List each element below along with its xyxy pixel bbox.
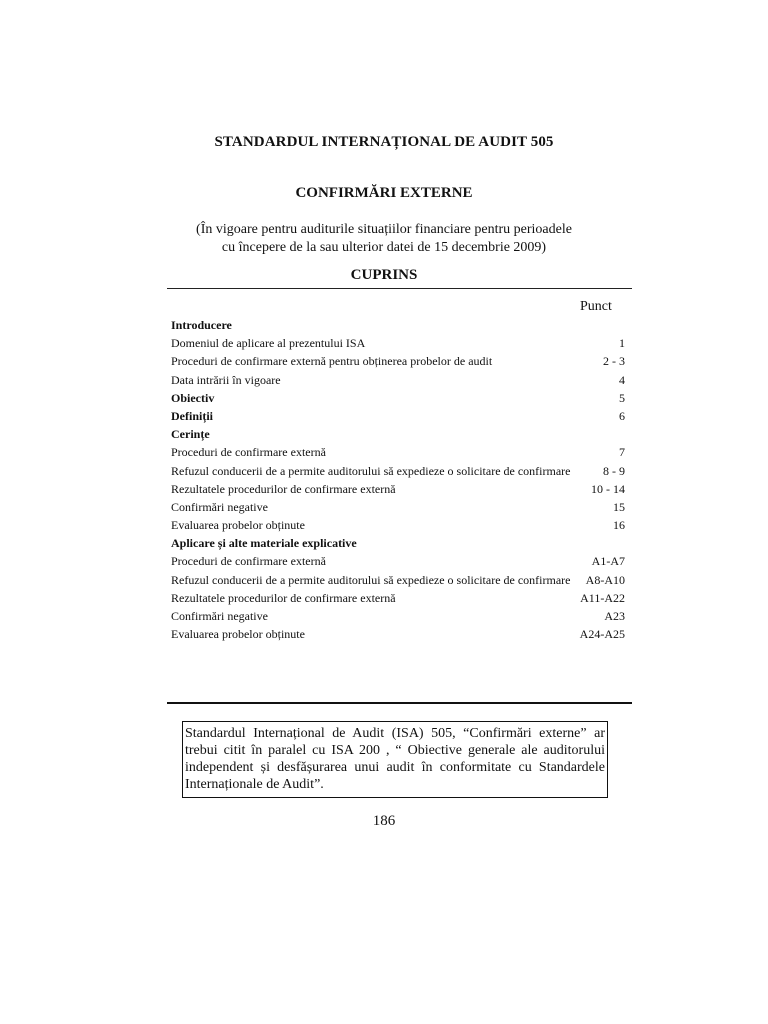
toc-entry-label: Introducere xyxy=(171,318,232,332)
document-title: STANDARDUL INTERNAȚIONAL DE AUDIT 505 xyxy=(214,134,554,150)
toc-entry-paragraph: A1-A7 xyxy=(591,554,625,569)
toc-entry-label: Domeniul de aplicare al prezentului ISA xyxy=(171,336,366,351)
toc-entry-paragraph: 15 xyxy=(613,499,625,514)
toc-entry xyxy=(171,373,625,388)
toc-section-heading xyxy=(171,427,625,442)
toc-section-heading xyxy=(171,409,625,424)
toc-entry-paragraph: A8-A10 xyxy=(585,572,625,587)
toc-section-heading xyxy=(171,536,625,551)
toc-entry-paragraph: 16 xyxy=(613,518,625,533)
toc-entry-paragraph: A11-A22 xyxy=(580,590,625,605)
toc-entry xyxy=(171,518,625,533)
toc-entry xyxy=(171,609,625,624)
toc-entry-label: Aplicare și alte materiale explicative xyxy=(171,536,357,551)
toc-entry-paragraph: 5 xyxy=(619,390,625,405)
toc-entry-paragraph: A24-A25 xyxy=(579,627,625,642)
toc-entry-label: Definiții xyxy=(171,408,213,423)
effective-note-line-2: cu începere de la sau ulterior datei de 15 decembrie 2009) xyxy=(221,240,547,255)
toc-section-heading xyxy=(171,318,625,333)
toc-entry xyxy=(171,445,625,460)
reading-note-box: Standardul Internațional de Audit (ISA) 505, “Confirmări externe” ar trebui citit în paralel cu ISA 200 , “ Obiective generale ale auditorului independent și desfășurarea unui audit în conformitate cu Standardele Internaționale de Audit”. xyxy=(182,721,608,798)
toc-entry-paragraph: 2 - 3 xyxy=(603,354,625,369)
contents-heading: CUPRINS xyxy=(350,267,418,283)
toc-entry xyxy=(171,554,625,569)
toc-entry-label: Rezultatele procedurilor de confirmare externă xyxy=(171,590,396,605)
paragraph-column-header: Punct xyxy=(580,299,612,314)
toc-entry xyxy=(171,482,625,497)
effective-note-line-1: (În vigoare pentru auditurile situațiilor financiare pentru perioadele xyxy=(196,222,572,237)
toc-entry xyxy=(171,627,625,642)
toc-entry-label: Evaluarea probelor obținute xyxy=(171,627,305,642)
toc-entry xyxy=(171,354,625,369)
table-of-contents xyxy=(171,318,625,645)
toc-entry-label: Proceduri de confirmare externă xyxy=(171,554,326,569)
toc-entry-label: Confirmări negative xyxy=(171,499,268,514)
toc-entry-paragraph: 8 - 9 xyxy=(603,463,625,478)
toc-entry-label: Refuzul conducerii de a permite auditorului să expedieze o solicitare de confirmare xyxy=(171,572,571,587)
contents-top-divider xyxy=(167,288,632,289)
toc-entry-label: Evaluarea probelor obținute xyxy=(171,518,305,533)
toc-entry-label: Cerințe xyxy=(171,427,210,442)
toc-entry-label: Proceduri de confirmare externă pentru obținerea probelor de audit xyxy=(171,354,493,369)
effective-date-note xyxy=(0,221,768,257)
toc-entry-paragraph: 10 - 14 xyxy=(591,481,625,496)
toc-entry xyxy=(171,500,625,515)
document-subtitle: CONFIRMĂRI EXTERNE xyxy=(295,185,473,201)
toc-entry-paragraph: 6 xyxy=(619,408,625,423)
toc-entry-label: Refuzul conducerii de a permite auditorului să expedieze o solicitare de confirmare xyxy=(171,463,571,478)
toc-entry-paragraph: 1 xyxy=(619,336,625,351)
toc-entry xyxy=(171,573,625,588)
toc-entry-paragraph: 7 xyxy=(619,445,625,460)
toc-entry-label: Proceduri de confirmare externă xyxy=(171,445,326,460)
toc-entry-label: Confirmări negative xyxy=(171,609,268,623)
toc-entry xyxy=(171,591,625,606)
toc-entry-label: Obiectiv xyxy=(171,390,215,405)
contents-bottom-divider xyxy=(167,702,632,704)
toc-entry-label: Data intrării în vigoare xyxy=(171,372,281,387)
toc-entry-label: Rezultatele procedurilor de confirmare externă xyxy=(171,481,396,496)
toc-entry xyxy=(171,336,625,351)
toc-section-heading xyxy=(171,391,625,406)
page-number: 186 xyxy=(372,813,396,829)
toc-entry-paragraph: 4 xyxy=(619,372,625,387)
toc-entry-paragraph: A23 xyxy=(604,609,625,623)
toc-entry xyxy=(171,464,625,479)
